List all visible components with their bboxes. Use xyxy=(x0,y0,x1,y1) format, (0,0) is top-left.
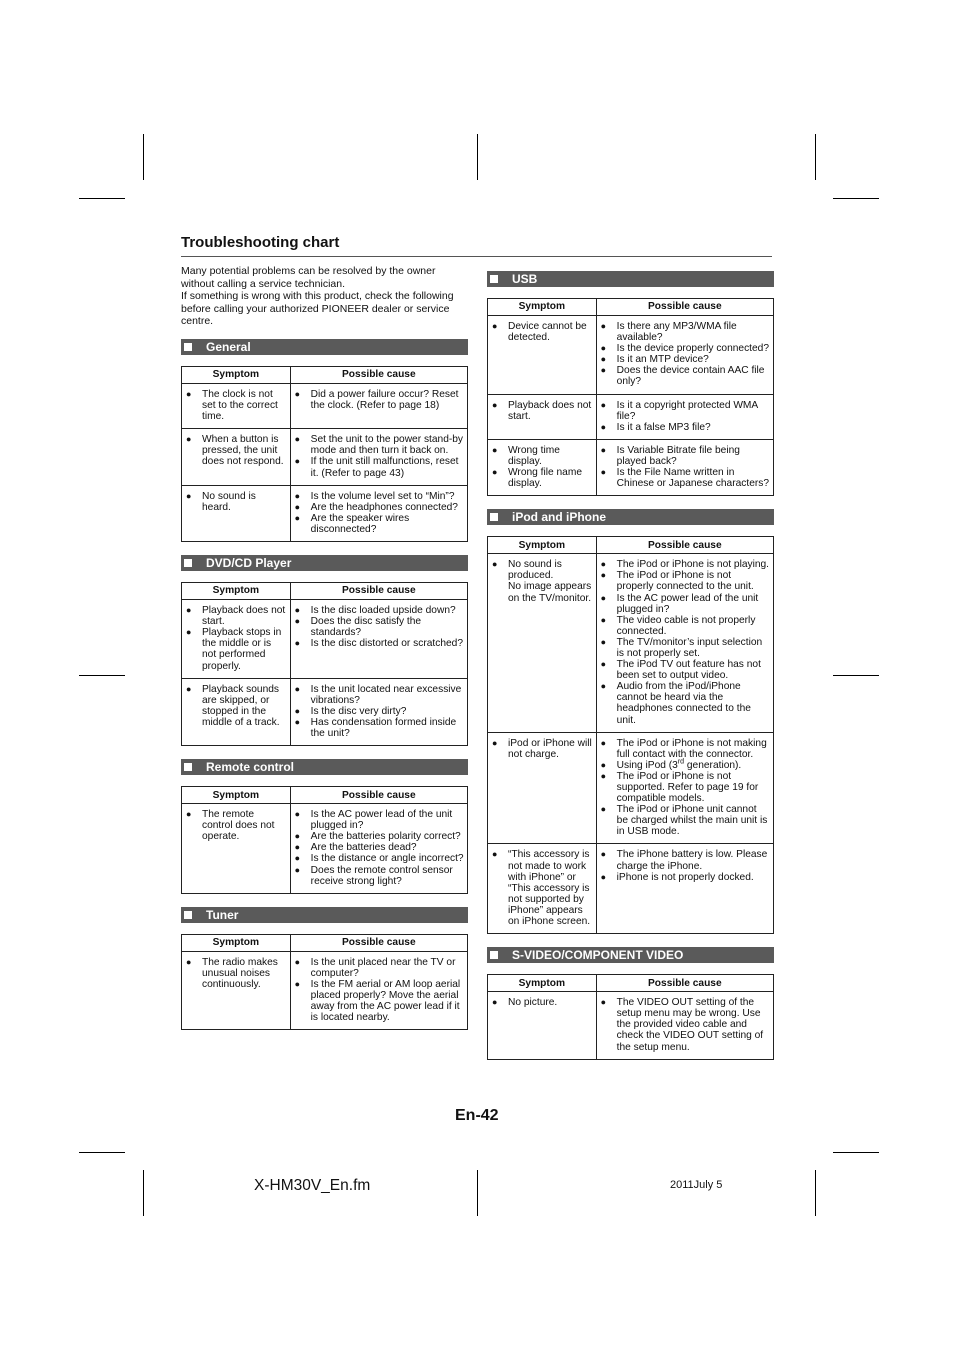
cause-item: ● Is it a false MP3 file? xyxy=(599,422,770,433)
table-header-row xyxy=(182,583,468,600)
section-heading xyxy=(487,509,774,525)
left-column xyxy=(181,339,468,1043)
cause-item: ● Are the headphones connected? xyxy=(293,502,464,513)
crop-mark xyxy=(815,134,816,180)
square-bullet-icon xyxy=(184,559,192,567)
cause-item: ● The video cable is not properly connected. xyxy=(599,615,770,637)
square-bullet-icon xyxy=(184,763,192,771)
cause-item: ● Is the volume level set to “Min”? xyxy=(293,491,464,502)
symptom-cell xyxy=(488,554,597,732)
cause-item: ● Audio from the iPod/iPhone cannot be heard via the headphones connected to the unit. xyxy=(599,681,770,725)
footer-filename: X-HM30V_En.fm xyxy=(254,1177,371,1194)
symptom-item: ● The clock is not set to the correct time. xyxy=(184,389,287,422)
section-title: Remote control xyxy=(206,760,295,775)
symptom-cell xyxy=(182,600,291,679)
cause-item: ● Is the AC power lead of the unit plugged in? xyxy=(599,593,770,615)
cause-cell xyxy=(596,554,773,732)
cause-cell xyxy=(290,804,467,894)
table-header-row xyxy=(182,367,468,384)
cause-item: ● Does the disc satisfy the standards? xyxy=(293,616,464,638)
symptom-cell xyxy=(488,992,597,1059)
symptom-item: ● The radio makes unusual noises continuously. xyxy=(184,957,287,990)
symptom-cell xyxy=(488,732,597,844)
crop-mark xyxy=(143,1170,144,1216)
table-header-row xyxy=(488,537,774,554)
cause-cell xyxy=(596,992,773,1059)
symptom-cell xyxy=(488,844,597,934)
intro-text xyxy=(181,265,469,328)
crop-mark xyxy=(79,1152,125,1153)
table-row xyxy=(488,844,774,934)
section-title: General xyxy=(206,340,251,354)
cause-header: Possible cause xyxy=(290,367,467,384)
symptom-item: ● “This accessory is not made to work with iPhone” or “This accessory is not supported by iPhone” appears on iPhone screen. xyxy=(490,849,593,927)
troubleshooting-table xyxy=(487,298,774,496)
cause-header: Possible cause xyxy=(290,787,467,804)
cause-header: Possible cause xyxy=(596,299,773,316)
cause-item: ● The iPod or iPhone unit cannot be charged whilst the main unit is in USB mode. xyxy=(599,804,770,837)
symptom-header: Symptom xyxy=(182,787,291,804)
section-tuner xyxy=(181,907,468,1031)
symptom-cell xyxy=(182,429,291,485)
section-heading xyxy=(181,555,468,571)
cause-item: ● Are the batteries polarity correct? xyxy=(293,831,464,842)
cause-item: ● Is it a copyright protected WMA file? xyxy=(599,400,770,422)
cause-cell xyxy=(596,439,773,495)
right-column xyxy=(487,271,774,1073)
cause-item: ● The iPod or iPhone is not properly connected to the unit. xyxy=(599,570,770,592)
section-heading xyxy=(181,907,468,923)
intro-paragraph: Many potential problems can be resolved by the owner without calling a service technician. xyxy=(181,265,436,290)
square-bullet-icon xyxy=(184,911,192,919)
symptom-cell xyxy=(182,485,291,541)
symptom-item: ● iPod or iPhone will not charge. xyxy=(490,738,593,760)
symptom-header: Symptom xyxy=(488,537,597,554)
section-general xyxy=(181,339,468,542)
table-row xyxy=(182,678,468,745)
footer-date: 2011July 5 xyxy=(670,1179,723,1191)
cause-item: ● The iPod TV out feature has not been set to output video. xyxy=(599,659,770,681)
table-row xyxy=(488,439,774,495)
symptom-item: ● Wrong file name display. xyxy=(490,467,593,489)
cause-item: ● Is the File Name written in Chinese or Japanese characters? xyxy=(599,467,770,489)
cause-item: ● Are the batteries dead? xyxy=(293,842,464,853)
cause-item: ● The iPhone battery is low. Please charge the iPhone. xyxy=(599,849,770,871)
intro-paragraph: If something is wrong with this product, check the following before calling your authorized PIONEER dealer or service centre. xyxy=(181,290,454,328)
symptom-header: Symptom xyxy=(182,367,291,384)
cause-item: ● iPhone is not properly docked. xyxy=(599,872,770,883)
crop-mark xyxy=(477,1170,478,1216)
cause-item: ● Has condensation formed inside the unit? xyxy=(293,717,464,739)
table-row xyxy=(182,804,468,894)
symptom-item: ● Playback sounds are skipped, or stopped in the middle of a track. xyxy=(184,684,287,728)
cause-item: ● Is it an MTP device? xyxy=(599,354,770,365)
cause-item: ● Is the disc distorted or scratched? xyxy=(293,638,464,649)
cause-item: ● The iPod or iPhone is not supported. Refer to page 19 for compatible models. xyxy=(599,771,770,804)
cause-item: ● Is the unit located near excessive vibrations? xyxy=(293,684,464,706)
table-row xyxy=(182,485,468,541)
symptom-header: Symptom xyxy=(488,975,597,992)
square-bullet-icon xyxy=(490,275,498,283)
section-usb xyxy=(487,271,774,496)
table-header-row xyxy=(182,787,468,804)
symptom-cell xyxy=(488,316,597,395)
symptom-cell xyxy=(182,951,291,1030)
symptom-item: ● No picture. xyxy=(490,997,593,1008)
section-title: S-VIDEO/COMPONENT VIDEO xyxy=(512,948,684,963)
cause-item: ● Is the AC power lead of the unit plugged in? xyxy=(293,809,464,831)
symptom-cell xyxy=(182,384,291,429)
crop-mark xyxy=(833,1152,879,1153)
square-bullet-icon xyxy=(490,951,498,959)
symptom-item: No image appears on the TV/monitor. xyxy=(508,581,592,604)
cause-item: ● The iPod or iPhone is not playing. xyxy=(599,559,770,570)
cause-item: ● Is there any MP3/WMA file available? xyxy=(599,321,770,343)
cause-item: ● Does the device contain AAC file only? xyxy=(599,365,770,387)
table-header-row xyxy=(182,934,468,951)
cause-item: ● Does the remote control sensor receive strong light? xyxy=(293,865,464,887)
section-title: DVD/CD Player xyxy=(206,556,292,571)
cause-item: ● Is the unit placed near the TV or computer? xyxy=(293,957,464,979)
section-title: Tuner xyxy=(206,907,239,922)
cause-item: ● If the unit still malfunctions, reset it. (Refer to page 43) xyxy=(293,456,464,478)
symptom-cell xyxy=(488,394,597,439)
troubleshooting-table xyxy=(487,974,774,1059)
crop-mark xyxy=(833,198,879,199)
page-number: En-42 xyxy=(455,1107,499,1124)
cause-header: Possible cause xyxy=(596,975,773,992)
crop-mark xyxy=(143,134,144,180)
table-row xyxy=(488,316,774,395)
table-row xyxy=(182,429,468,485)
cause-item: ● The VIDEO OUT setting of the setup menu may be wrong. Use the provided video cable and check the VIDEO OUT setting of the setup menu. xyxy=(599,997,770,1052)
section-title: USB xyxy=(512,272,538,286)
troubleshooting-table xyxy=(181,786,468,894)
table-row xyxy=(488,992,774,1059)
symptom-item: ● No sound is produced. xyxy=(490,559,593,581)
section-dvd-cd-player xyxy=(181,555,468,746)
section-heading xyxy=(487,271,774,287)
section-remote-control xyxy=(181,759,468,894)
symptom-item: ● The remote control does not operate. xyxy=(184,809,287,842)
crop-mark xyxy=(79,198,125,199)
cause-cell xyxy=(290,600,467,679)
symptom-header: Symptom xyxy=(488,299,597,316)
troubleshooting-table xyxy=(181,934,468,1031)
section-ipod-iphone xyxy=(487,509,774,934)
cause-item: ● Is Variable Bitrate file being played back? xyxy=(599,445,770,467)
cause-item: ● Is the FM aerial or AM loop aerial placed properly? Move the aerial away from the AC power lead if it is located nearby. xyxy=(293,979,464,1023)
cause-item: ● Is the distance or angle incorrect? xyxy=(293,853,464,864)
cause-item: ● Is the disc very dirty? xyxy=(293,706,464,717)
symptom-cell xyxy=(182,678,291,745)
page-title: Troubleshooting chart xyxy=(181,234,340,251)
symptom-cell xyxy=(488,439,597,495)
cause-cell xyxy=(290,678,467,745)
title-rule xyxy=(181,256,772,257)
cause-item: ● Set the unit to the power stand-by mode and then turn it back on. xyxy=(293,434,464,456)
section-heading xyxy=(181,339,468,355)
section-title: iPod and iPhone xyxy=(512,510,607,525)
cause-cell xyxy=(596,844,773,934)
table-row xyxy=(488,394,774,439)
square-bullet-icon xyxy=(490,513,498,521)
cause-cell xyxy=(290,485,467,541)
symptom-item: ● Device cannot be detected. xyxy=(490,321,593,343)
crop-mark xyxy=(477,134,478,180)
symptom-cell xyxy=(182,804,291,894)
cause-cell xyxy=(290,384,467,429)
cause-item: ● Are the speaker wires disconnected? xyxy=(293,513,464,535)
symptom-item: ● Playback does not start. xyxy=(184,605,287,627)
symptom-header: Symptom xyxy=(182,934,291,951)
table-header-row xyxy=(488,299,774,316)
cause-header: Possible cause xyxy=(290,583,467,600)
troubleshooting-table xyxy=(487,536,774,934)
square-bullet-icon xyxy=(184,343,192,351)
cause-cell xyxy=(596,394,773,439)
crop-mark xyxy=(79,675,125,676)
section-heading xyxy=(487,947,774,963)
crop-mark xyxy=(815,1170,816,1216)
troubleshooting-table xyxy=(181,582,468,746)
symptom-header: Symptom xyxy=(182,583,291,600)
cause-cell xyxy=(290,951,467,1030)
table-row xyxy=(488,732,774,844)
table-row xyxy=(488,554,774,732)
cause-cell xyxy=(596,316,773,395)
troubleshooting-table xyxy=(181,366,468,542)
cause-cell xyxy=(290,429,467,485)
symptom-item: ● Wrong time display. xyxy=(490,445,593,467)
cause-header: Possible cause xyxy=(290,934,467,951)
table-row xyxy=(182,384,468,429)
table-header-row xyxy=(488,975,774,992)
section-s-video-component xyxy=(487,947,774,1059)
cause-item: ● The TV/monitor’s input selection is not properly set. xyxy=(599,637,770,659)
cause-item: ● Is the device properly connected? xyxy=(599,343,770,354)
cause-item: ● Is the disc loaded upside down? xyxy=(293,605,464,616)
cause-header: Possible cause xyxy=(596,537,773,554)
table-row xyxy=(182,600,468,679)
table-row xyxy=(182,951,468,1030)
symptom-item: ● No sound is heard. xyxy=(184,491,287,513)
cause-item: ● Did a power failure occur? Reset the clock. (Refer to page 18) xyxy=(293,389,464,411)
symptom-item: ● Playback does not start. xyxy=(490,400,593,422)
cause-cell xyxy=(596,732,773,844)
symptom-item: ● When a button is pressed, the unit does not respond. xyxy=(184,434,287,467)
section-heading xyxy=(181,759,468,775)
cause-item: ● The iPod or iPhone is not making full contact with the connector. xyxy=(599,738,770,760)
crop-mark xyxy=(833,675,879,676)
cause-item: ● Using iPod (3rd generation). xyxy=(599,760,770,771)
symptom-item: ● Playback stops in the middle or is not performed properly. xyxy=(184,627,287,671)
